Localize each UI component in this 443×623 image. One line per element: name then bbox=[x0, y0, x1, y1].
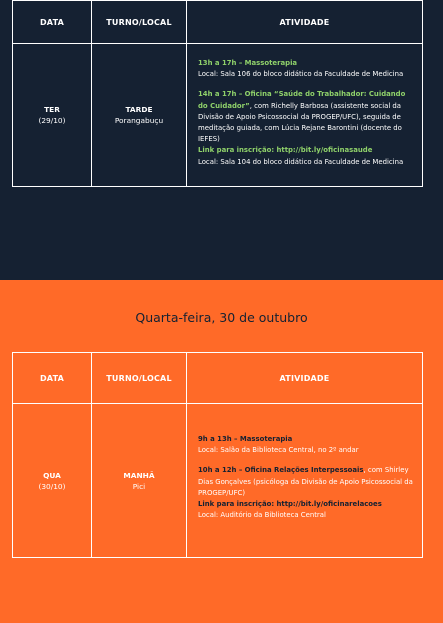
header-data: DATA bbox=[13, 353, 92, 404]
date-cell bbox=[13, 44, 92, 187]
activity-details: , com Richelly Barbosa (assistente social da Divisão de Apoio Psicossocial da PROGEP/UFC), seguida de meditação guiada, com Lúcia Rejane Barontini (docente do IEFES) bbox=[198, 101, 402, 144]
schedule-table-tuesday bbox=[12, 0, 423, 187]
registration-link[interactable]: Link para inscrição: http://bit.ly/oficinasaude bbox=[198, 146, 373, 155]
header-atividade: ATIVIDADE bbox=[187, 1, 423, 44]
activity-local: Local: Sala 104 do bloco didático da Faculdade de Medicina bbox=[198, 157, 404, 166]
place-label: Porangabuçu bbox=[114, 115, 164, 125]
activity-cell bbox=[187, 44, 423, 187]
activity-details: , com Shirley Dias Gonçalves (psicóloga da Divisão de Apoio Psicossocial da PROGEP/UFC) bbox=[198, 466, 413, 497]
shift-cell bbox=[92, 44, 187, 187]
activity-details: Local: Sala 106 do bloco didático da Faculdade de Medicina bbox=[198, 70, 404, 79]
shift-label: MANHÃ bbox=[123, 470, 155, 480]
place-label: Pici bbox=[132, 481, 146, 491]
activity-title: 10h a 12h – Oficina Relações Interpessoais bbox=[198, 466, 364, 475]
header-data: DATA bbox=[13, 1, 92, 44]
table-row bbox=[13, 404, 423, 558]
activity-title: 9h a 13h – Massoterapia bbox=[198, 435, 293, 443]
schedule-table-wednesday bbox=[12, 352, 423, 558]
shift-label: TARDE bbox=[125, 104, 153, 114]
activity-block bbox=[198, 465, 416, 499]
date-label: (29/10) bbox=[38, 115, 66, 125]
header-turno-local: TURNO/LOCAL bbox=[92, 353, 187, 404]
dark-section bbox=[0, 0, 443, 280]
shift-cell bbox=[92, 404, 187, 558]
activity-title: 14h a 17h – Oficina “Saúde do Trabalhador: Cuidando do Cuidador” bbox=[198, 90, 406, 110]
activity-title: 13h a 17h – Massoterapia bbox=[198, 59, 298, 67]
activity-block bbox=[198, 89, 416, 145]
header-turno-local: TURNO/LOCAL bbox=[92, 1, 187, 44]
header-atividade: ATIVIDADE bbox=[187, 353, 423, 404]
section-title: Quarta-feira, 30 de outubro bbox=[135, 310, 308, 325]
day-label: QUA bbox=[43, 470, 61, 480]
activity-details: Local: Salão da Biblioteca Central, no 2º andar bbox=[198, 446, 359, 455]
date-label: (30/10) bbox=[38, 481, 66, 491]
table-header-row bbox=[13, 353, 423, 404]
table-header-row bbox=[13, 1, 423, 44]
day-label: TER bbox=[44, 104, 60, 114]
activity-cell bbox=[187, 404, 423, 558]
date-cell bbox=[13, 404, 92, 558]
activity-local: Local: Auditório da Biblioteca Central bbox=[198, 511, 326, 520]
registration-link[interactable]: Link para inscrição: http://bit.ly/oficinarelacoes bbox=[198, 500, 382, 509]
table-row bbox=[13, 44, 423, 187]
